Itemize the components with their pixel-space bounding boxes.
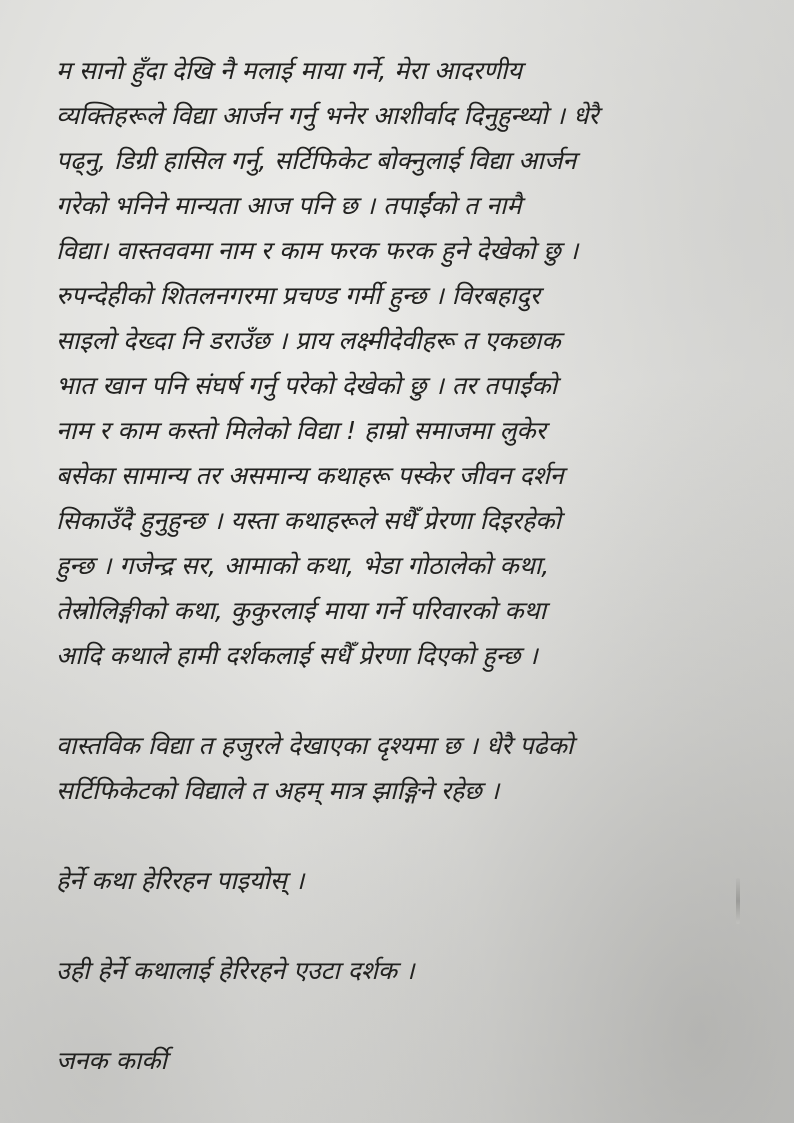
- letter-paragraph-1: म सानो हुँदा देखि नै मलाई माया गर्ने, मेरा आदरणीय व्यक्तिहरूले विद्या आर्जन गर्नु भनेर आशीर्वाद दिनुहुन्थ्यो । धेरै पढ्नु, डिग्री हासिल गर्नु, सर्टिफिकेट बोक्नुलाई विद्या आर्जन गरेको भनिने मान्यता आज पनि छ । तपाईंको त नामै विद्या। वास्तववमा नाम र काम फरक फरक हुने देखेको छु । रुपन्देहीको शितलनगरमा प्रचण्ड गर्मी हुन्छ । विरबहादुर साइलो देख्दा नि डराउँछ । प्राय लक्ष्मीदेवीहरू त एकछाक भात खान पनि संघर्ष गर्नु परेको देखेको छु । तर तपाईंको नाम र काम कस्तो मिलेको विद्या ! हाम्रो समाजमा लुकेर बसेका सामान्य तर असमान्य कथाहरू पस्केर जीवन दर्शन सिकाउँदै हुनुहुन्छ । यस्ता कथाहरूले सधैँ प्रेरणा दिइरहेको हुन्छ । गजेन्द्र सर, आमाको कथा, भेडा गोठालेको कथा, तेस्रोलिङ्गीको कथा, कुकुरलाई माया गर्ने परिवारको कथा आदि कथाले हामी दर्शकलाई सधैँ प्रेरणा दिएको हुन्छ ।: [56, 56, 599, 670]
- paragraph-spacer: [56, 813, 756, 858]
- letter-paragraph-2: वास्तविक विद्या त हजुरले देखाएका दृश्यमा छ । धेरै पढेको सर्टिफिकेटको विद्याले त अहम् मात्र झाङ्गिने रहेछ ।: [56, 731, 574, 805]
- signature: जनक कार्की: [56, 1046, 167, 1075]
- paragraph-spacer: [56, 903, 756, 948]
- paragraph-spacer: [56, 678, 756, 723]
- paragraph-spacer: [56, 993, 756, 1038]
- letter-body: [56, 48, 756, 1083]
- letter-paragraph-4: उही हेर्ने कथालाई हेरिरहने एउटा दर्शक ।: [56, 956, 415, 985]
- letter-paragraph-3: हेर्ने कथा हेरिरहन पाइयोस् ।: [56, 866, 305, 895]
